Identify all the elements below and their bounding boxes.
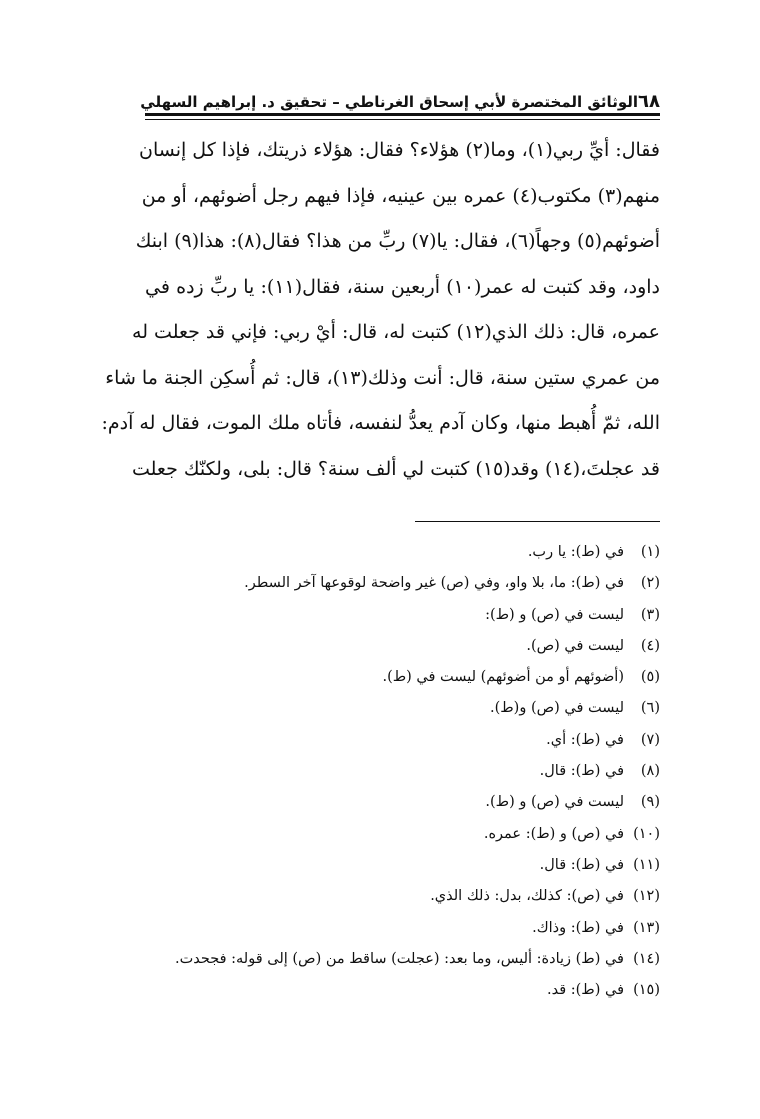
main-text-body bbox=[101, 128, 661, 492]
footnotes-list bbox=[145, 537, 660, 1006]
footnote-number: (٩) bbox=[640, 794, 660, 811]
text-line: فقال: أيِّ ربي(١)، وما(٢) هؤلاء؟ فقال: هؤلاء ذريتك، فإذا كل إنسان bbox=[139, 139, 660, 161]
footnote-text: (أضوئهم أو من أضوئهم) ليست في (ط). bbox=[382, 669, 624, 686]
footnote-number: (١٢) bbox=[633, 888, 660, 905]
footnote bbox=[145, 850, 660, 881]
page-number: ٦٨ bbox=[638, 91, 660, 112]
footnote bbox=[145, 913, 660, 944]
header-rule-thick bbox=[145, 113, 660, 116]
footnote bbox=[145, 756, 660, 787]
footnote bbox=[145, 693, 660, 724]
footnote bbox=[145, 631, 660, 662]
header-rule-thin bbox=[145, 119, 660, 120]
footnote-number: (٣) bbox=[640, 606, 660, 623]
footnote-text: في (ط): يا رب. bbox=[527, 544, 624, 560]
footnote-text: ليست في (ص) و (ط): bbox=[485, 606, 624, 623]
footnote-text: في (ص) و (ط): عمره. bbox=[483, 825, 624, 842]
footnote bbox=[145, 725, 660, 756]
footnote-text: في (ط): ما، بلا واو، وفي (ص) غير واضحة لوقوعها آخر السطر. bbox=[244, 575, 624, 592]
footnote-number: (٦) bbox=[640, 700, 660, 717]
footnote-text: في (ط): أي. bbox=[546, 731, 624, 748]
footnote-text: في (ط) زيادة: أليس، وما بعد: (عجلت) ساقط من (ص) إلى قوله: فجحدت. bbox=[175, 950, 624, 967]
footnote-number: (٥) bbox=[640, 669, 660, 686]
footnote bbox=[145, 600, 660, 631]
footnote-text: في (ط): قال. bbox=[539, 856, 624, 873]
footnote bbox=[145, 568, 660, 599]
footnote-number: (٢) bbox=[640, 575, 660, 592]
text-line: الله، ثمّ أُهبط منها، وكان آدم يعدُّ لنفسه، فأتاه ملك الموت، فقال له آدم: bbox=[101, 412, 660, 434]
footnote-number: (١٥) bbox=[633, 982, 660, 999]
footnote-number: (٨) bbox=[640, 763, 660, 780]
text-line: قد عجلتَ،(١٤) وقد(١٥) كتبت لي ألف سنة؟ قال: بلى، ولكنّك جعلت bbox=[131, 457, 660, 480]
running-header bbox=[140, 84, 660, 114]
footnote bbox=[145, 819, 660, 850]
text-line: أضوئهم(٥) وجهاً(٦)، فقال: يا(٧) ربِّ من هذا؟ فقال(٨): هذا(٩) ابنك bbox=[135, 230, 660, 252]
running-title: الوثائق المختصرة لأبي إسحاق الغرناطي – تحقيق د. إبراهيم السهلي bbox=[140, 93, 639, 111]
footnote-number: (١٣) bbox=[633, 919, 660, 936]
footnote bbox=[145, 881, 660, 912]
footnote-number: (٤) bbox=[640, 637, 660, 654]
text-line: عمره، قال: ذلك الذي(١٢) كتبت له، قال: أيْ ربي: فإني قد جعلت له bbox=[132, 321, 660, 343]
footnote-text: في (ط): قال. bbox=[539, 763, 624, 780]
footnote-number: (١٤) bbox=[633, 950, 660, 967]
footnote-number: (٧) bbox=[640, 731, 660, 748]
footnote bbox=[145, 787, 660, 818]
footnote-separator bbox=[415, 521, 660, 522]
footnote-number: (١٠) bbox=[633, 825, 660, 842]
footnote-number: (١) bbox=[640, 544, 660, 560]
footnote-text: في (ط): وذاك. bbox=[532, 919, 624, 936]
footnote-text: ليست في (ص) و (ط). bbox=[485, 794, 624, 811]
footnote-number: (١١) bbox=[633, 856, 660, 873]
footnote-text: في (ص): كذلك، بدل: ذلك الذي. bbox=[430, 888, 624, 905]
text-line: داود، وقد كتبت له عمر(١٠) أربعين سنة، فقال(١١): يا ربِّ زده في bbox=[145, 275, 661, 298]
footnote bbox=[145, 944, 660, 975]
text-line: من عمري ستين سنة، قال: أنت وذلك(١٣)، قال: ثم أُسكِن الجنة ما شاء bbox=[105, 366, 660, 389]
footnote bbox=[145, 537, 660, 568]
footnote-text: في (ط): قد. bbox=[547, 982, 624, 999]
text-line: منهم(٣) مكتوب(٤) عمره بين عينيه، فإذا فيهم رجل أضوئهم، أو من bbox=[141, 184, 660, 207]
footnote-text: ليست في (ص) و(ط). bbox=[490, 700, 624, 717]
footnote bbox=[145, 662, 660, 693]
footnote bbox=[145, 975, 660, 1006]
footnote-text: ليست في (ص). bbox=[526, 637, 624, 654]
